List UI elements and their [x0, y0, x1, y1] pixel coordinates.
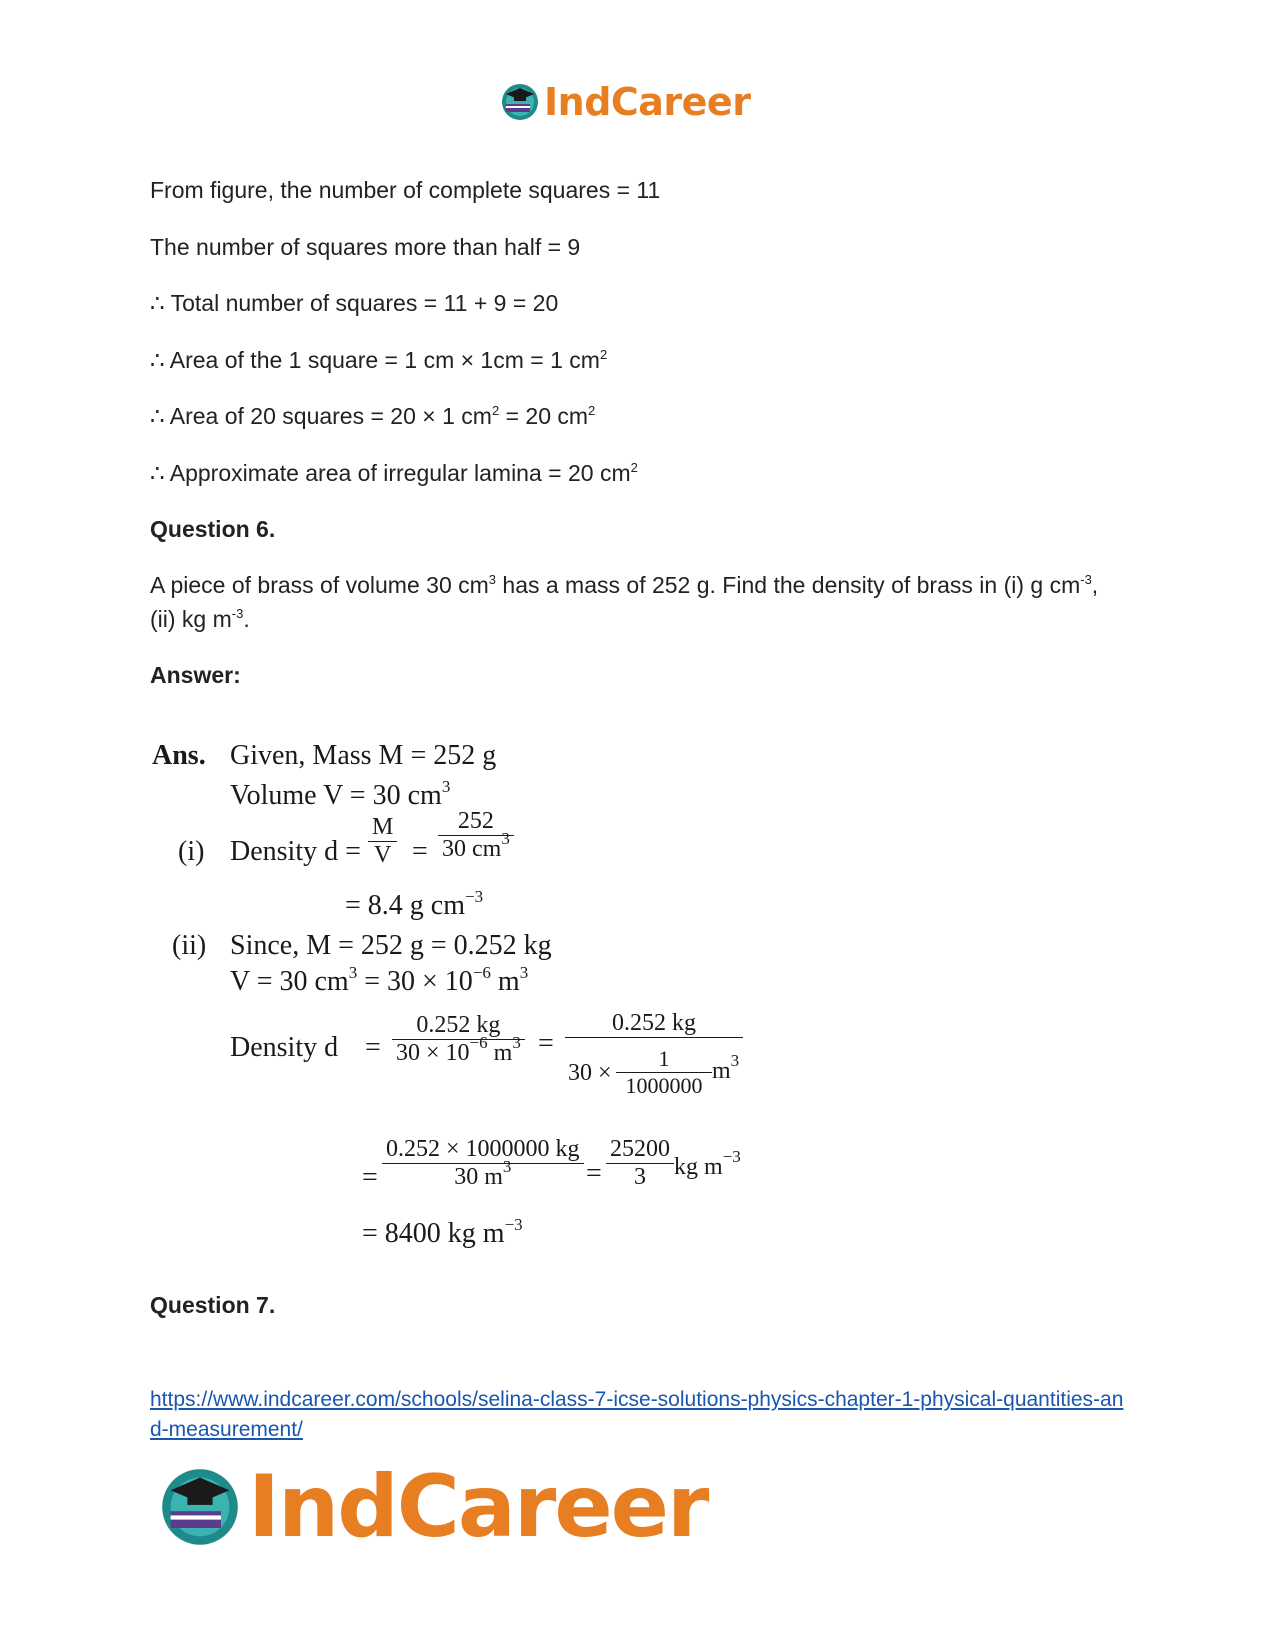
header-logo	[500, 80, 750, 124]
fraction-big: 0.252 × 1000000 kg 30 $m^3$	[382, 1136, 584, 1191]
result-i: = 8.4 g $cm^{-3}$	[345, 887, 484, 921]
logo-text: IndCareer	[544, 80, 751, 124]
volume-line: V = 30 $cm^3 = 30 \times 10^{-6}$ $m^3$	[230, 963, 529, 997]
text-line: ∴ Area of 20 squares = 20 × 1 $cm^2 = 20$ $cm^2$	[150, 403, 596, 429]
text-line: ∴ Total number of squares = 11 + 9 = 20	[150, 290, 559, 316]
final-result: = 8400 kg $m^{-3}$	[362, 1215, 523, 1249]
given-volume: Volume V = 30 $cm^3$	[230, 777, 451, 811]
unit-kgm: kg $m^{-3}$	[674, 1147, 741, 1180]
given-mass: Given, Mass M = 252 g	[230, 740, 497, 771]
logo-text: IndCareer	[248, 1457, 708, 1557]
equals-sign: =	[412, 836, 428, 867]
text-line: ∴ Area of the 1 square = 1 cm × 1cm = 1 $cm^2$	[150, 347, 608, 373]
part-ii-label: (ii)	[172, 930, 207, 961]
question-text: A piece of brass of volume 30 $cm^3$ has a mass of 252 g. Find the density of brass in (i) g $cm^{-3}$, (ii) kg $m^{-3}$.	[150, 572, 1099, 632]
density-d-label: Density d	[230, 1032, 339, 1063]
footer-logo	[158, 1457, 708, 1557]
equals-sign: =	[362, 1162, 378, 1193]
answer-heading: Answer:	[150, 662, 241, 688]
ans-label: Ans.	[152, 740, 206, 771]
equals-sign: =	[365, 1032, 381, 1063]
question-heading: Question 6.	[150, 516, 276, 542]
den-30x: 30 ×	[568, 1060, 612, 1086]
graduation-cap-book-globe-icon	[158, 1465, 242, 1549]
text-line: ∴ Approximate area of irregular lamina = 20 $cm^2$	[150, 460, 638, 486]
equals-sign: =	[538, 1028, 554, 1059]
since-line: Since, M = 252 g = 0.252 kg	[230, 930, 552, 961]
equals-sign: =	[586, 1158, 602, 1189]
density-label: Density d =	[230, 836, 361, 867]
part-i-label: (i)	[178, 836, 205, 867]
fraction-m-over-v: M V	[368, 814, 397, 869]
solution-block	[150, 740, 790, 1300]
fraction-1-over-1000000: 1 1000000	[616, 1046, 712, 1099]
graduation-cap-book-globe-icon	[500, 82, 540, 122]
source-link[interactable]: https://www.indcareer.com/schools/selina-class-7-icse-solutions-physics-chapter-1-physical-quantities-and-measurement/	[150, 1388, 1124, 1441]
den-m3: $m^3$	[712, 1051, 740, 1084]
fraction-0252-over-30e-6: 0.252 kg $30 \times 10^{-6}$ $m^3$	[392, 1012, 525, 1067]
fraction-252-over-30: 252 30 $cm^3$	[438, 808, 514, 863]
text-line: From figure, the number of complete squares = 11	[150, 177, 661, 203]
text-line: The number of squares more than half = 9	[150, 234, 581, 260]
question-heading: Question 7.	[150, 1292, 276, 1318]
fraction-0252-over-complex: 0.252 kg	[565, 1010, 743, 1038]
fraction-25200-over-3: 25200 3	[606, 1136, 674, 1191]
